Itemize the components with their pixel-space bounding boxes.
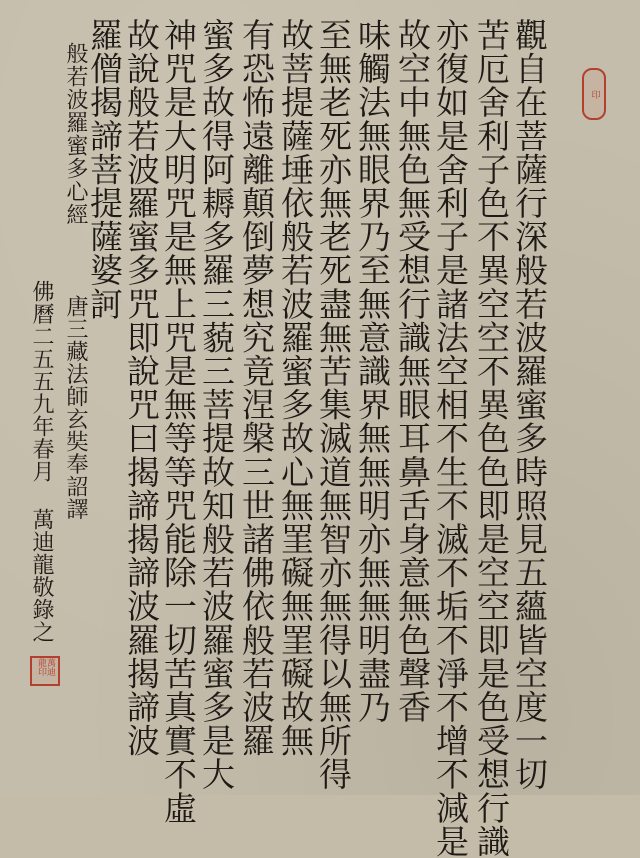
sutra-title: 般若波羅蜜多心經: [63, 42, 88, 226]
sutra-column-12: 羅僧揭諦菩提薩婆訶: [85, 18, 124, 321]
sutra-column-8: 有恐怖遠離顛倒夢想究竟涅槃三世諸佛依般若波羅: [237, 18, 276, 758]
sutra-column-7: 故菩提薩埵依般若波羅蜜多故心無罣礙無罣礙故無: [276, 18, 315, 758]
sutra-column-11: 故說般若波羅蜜多咒即說咒曰揭諦揭諦波羅揭諦波: [122, 18, 161, 758]
sutra-column-5: 味觸法無眼界乃至無意識界無無明亦無無明盡乃: [353, 18, 392, 724]
sutra-column-3: 亦復如是舍利子是諸法空相不生不滅不垢不淨不增不減是: [431, 18, 470, 858]
sutra-column-4: 故空中無色無受想行識無眼耳鼻舌身意無色聲香: [393, 18, 432, 724]
sutra-column-6: 至無老死亦無老死盡無苦集滅道無智亦無得以無所得: [314, 18, 353, 791]
name-seal-text: 萬迪龍印: [36, 658, 55, 676]
name-seal: [30, 656, 60, 686]
sutra-column-10: 神咒是大明咒是無上咒是無等等咒能除一切苦真實不虛: [159, 18, 198, 825]
leading-seal: [582, 68, 606, 120]
leading-seal-text: 印: [589, 89, 600, 99]
sutra-column-2: 苦厄舍利子色不異空空不異色色即是空空即是色受想行識: [472, 18, 511, 858]
translator-note: 唐三藏法師玄奘奉詔譯: [63, 295, 88, 520]
sutra-column-1: 觀自在菩薩行深般若波羅蜜多時照見五蘊皆空度一切: [510, 18, 549, 791]
sutra-column-9: 蜜多故得阿耨多羅三藐三菩提故知般若波羅蜜多是大: [197, 18, 236, 791]
date-signature: 佛曆二五五九年春月 萬迪龍敬錄之: [29, 280, 54, 643]
